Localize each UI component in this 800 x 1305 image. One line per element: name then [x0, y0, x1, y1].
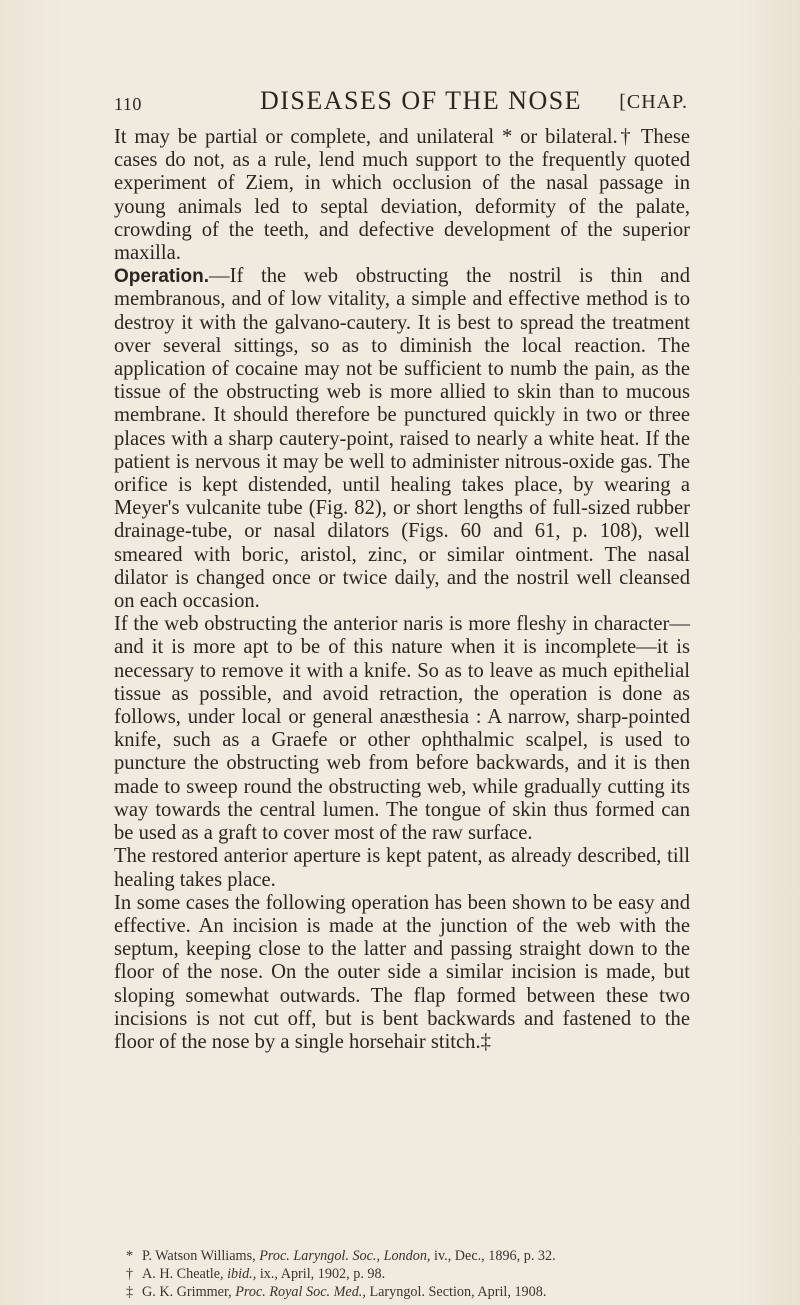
footnote-mark: † [126, 1266, 134, 1282]
footnote: * P. Watson Williams, Proc. Laryngol. Soc., London, iv., Dec., 1896, p. 32. [126, 1248, 556, 1264]
footnote-mark: ‡ [126, 1284, 134, 1300]
paragraph: In some cases the following operation has been shown to be easy and effective. An incision is made at the junction of the web with the septum, keeping close to the latter and passing straight down to the floor of the nose. On the outer side a similar incision is made, but sloping somewhat outwards. The flap formed between these two incisions is not cut off, but is bent backwards and fastened to the floor of the nose by a single horsehair stitch.‡ [114, 891, 690, 1053]
journal-title: Proc. Laryngol. Soc., London, [259, 1248, 431, 1264]
page-header [114, 86, 688, 120]
footnotes [126, 1247, 696, 1301]
chapter-mark: [CHAP. [619, 91, 688, 113]
paragraph: If the web obstructing the anterior naris is more fleshy in character—and it is more apt to be of this nature when it is incomplete—it is necessary to remove it with a knife. So as to leave as much epithelial tissue as possible, and avoid retraction, the operation is done as follows, under local or general anæsthesia : A narrow, sharp-pointed knife, such as a Graefe or other ophthalmic scalpel, is used to puncture the obstructing web from before backwards, and it is then made to sweep round the obstructing web, while gradually cutting its way towards the central lumen. The tongue of skin thus formed can be used as a graft to cover most of the raw surface. [114, 613, 690, 845]
running-title: DISEASES OF THE NOSE [260, 86, 583, 115]
journal-title: Proc. Royal Soc. Med., [235, 1284, 366, 1300]
journal-title: ibid., [227, 1266, 257, 1282]
page-number: 110 [114, 94, 142, 114]
section-heading: Operation. [114, 266, 210, 288]
footnote: † A. H. Cheatle, ibid., ix., April, 1902, p. 98. [126, 1266, 386, 1282]
footnote-mark: * [126, 1248, 134, 1264]
body-text [114, 126, 690, 1054]
paragraph: The restored anterior aperture is kept patent, as already described, till healing takes place. [114, 845, 690, 891]
footnote: ‡ G. K. Grimmer, Proc. Royal Soc. Med., Laryngol. Section, April, 1908. [126, 1284, 547, 1300]
paragraph-operation: Operation.—If the web obstructing the nostril is thin and membranous, and of low vitality, a simple and effective method is to destroy it with the galvano-cautery. It is best to spread the treatment over several sittings, so as to diminish the local reaction. The application of cocaine may not be sufficient to numb the pain, as the tissue of the obstructing web is more allied to skin than to mucous membrane. It should therefore be punctured quickly in two or three places with a sharp cautery-point, raised to nearly a white heat. If the patient is nervous it may be well to administer nitrous-oxide gas. The orifice is kept distended, until healing takes place, by wearing a Meyer's vulcanite tube (Fig. 82), or short lengths of full-sized rubber drainage-tube, or nasal dilators (Figs. 60 and 61, p. 108), well smeared with boric, aristol, zinc, or similar ointment. The nasal dilator is changed once or twice daily, and the nostril well cleansed on each occasion. [114, 265, 690, 613]
paragraph: It may be partial or complete, and unilateral * or bilateral.† These cases do not, as a rule, lend much support to the frequently quoted experiment of Ziem, in which occlusion of the nasal passage in young animals led to septal deviation, deformity of the palate, crowding of the teeth, and defective development of the superior maxilla. [114, 126, 690, 265]
